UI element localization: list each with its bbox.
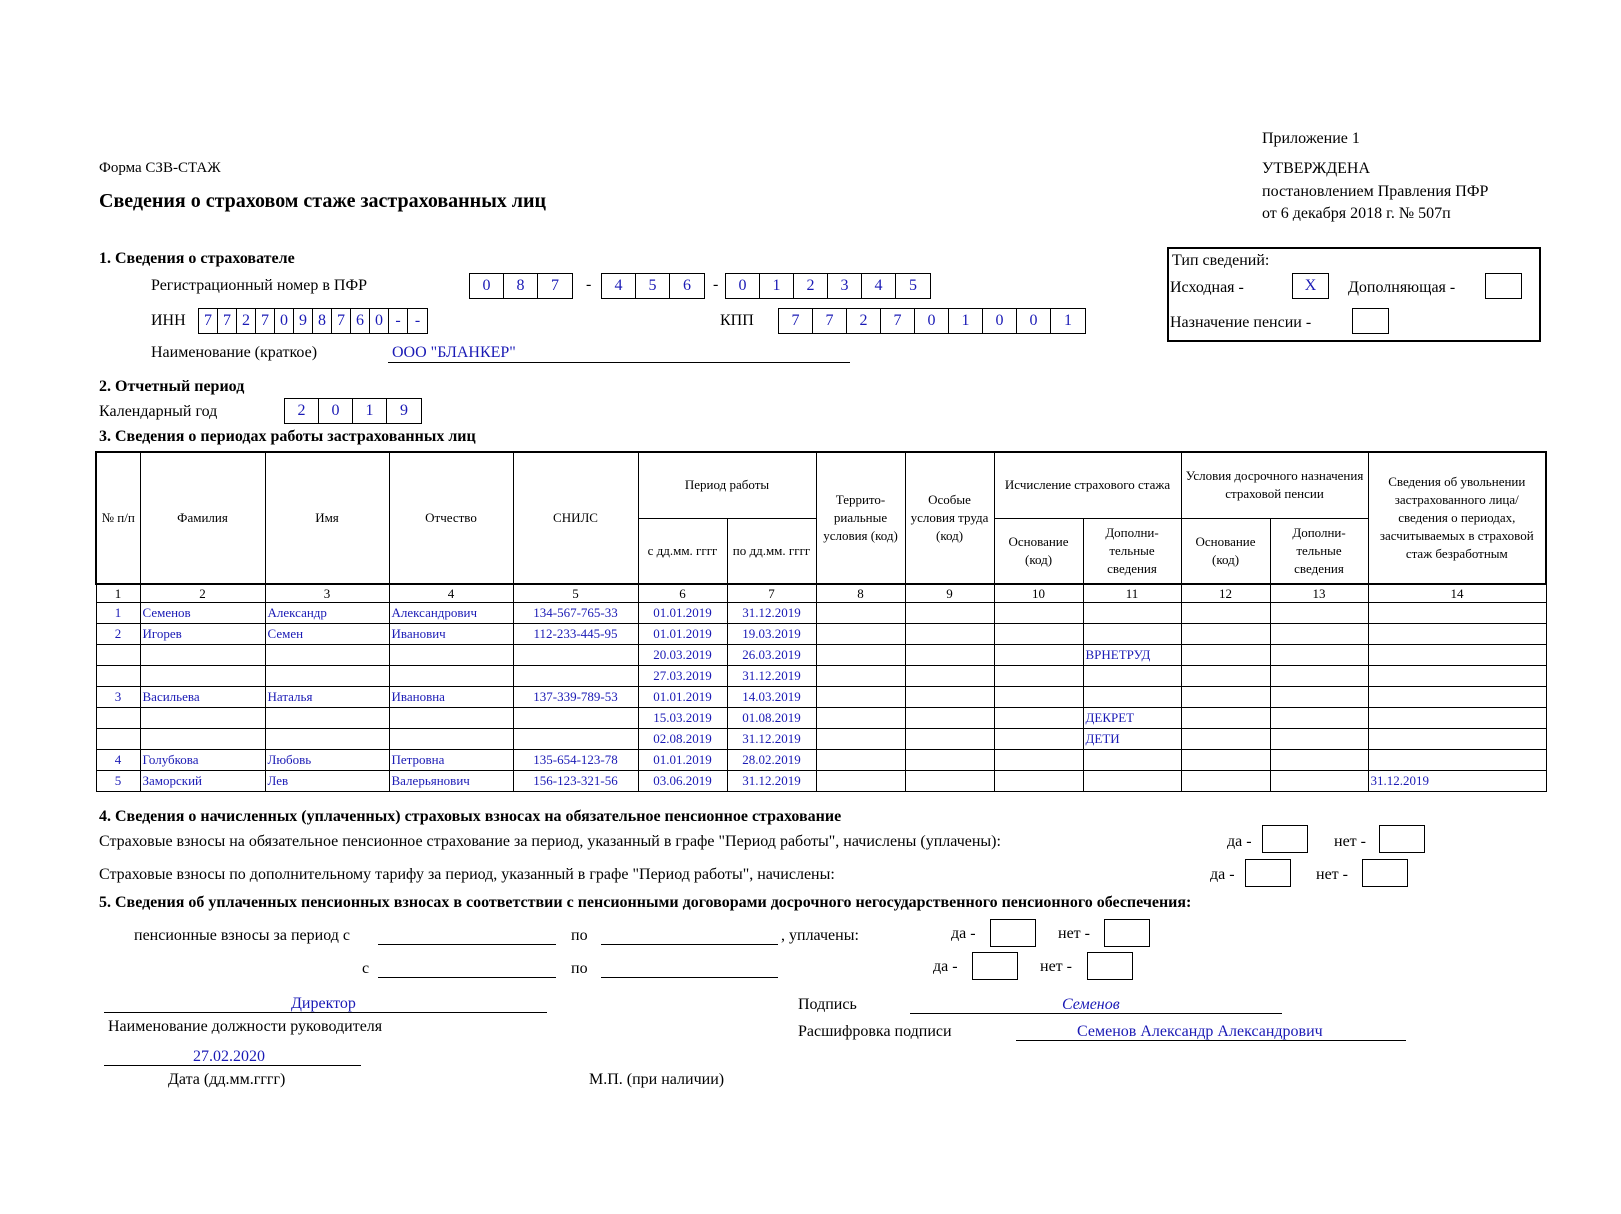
cell-c10[interactable]	[994, 771, 1083, 792]
cell-c8[interactable]	[816, 624, 905, 645]
cell-c9[interactable]	[905, 603, 994, 624]
cell-c12[interactable]	[1181, 771, 1270, 792]
cell-from[interactable]: 20.03.2019	[638, 645, 727, 666]
reg-dash-1: -	[586, 276, 592, 293]
cell-n[interactable]: 1	[96, 603, 140, 624]
cell-c11[interactable]	[1083, 771, 1181, 792]
cell-surname[interactable]: Голубкова	[140, 750, 265, 771]
cell-surname[interactable]: Васильева	[140, 687, 265, 708]
cell-c11[interactable]	[1083, 603, 1181, 624]
info-type-title: Тип сведений:	[1172, 252, 1270, 269]
cell-name[interactable]: Александр	[265, 603, 389, 624]
cell-c12[interactable]	[1181, 687, 1270, 708]
kpp-cell: 7	[813, 309, 847, 333]
cell-snils[interactable]: 134-567-765-33	[513, 603, 638, 624]
cell-c9[interactable]	[905, 687, 994, 708]
sign-label: Подпись	[798, 996, 857, 1013]
stamp-label: М.П. (при наличии)	[589, 1071, 725, 1088]
cell-c8[interactable]	[816, 729, 905, 750]
cell-name[interactable]: Семен	[265, 624, 389, 645]
cell-from[interactable]: 01.01.2019	[638, 624, 727, 645]
cell-to[interactable]: 31.12.2019	[727, 666, 816, 687]
cell-c9[interactable]	[905, 729, 994, 750]
inn-cell: 7	[218, 309, 237, 333]
cell-c8[interactable]	[816, 687, 905, 708]
cell-c12[interactable]	[1181, 645, 1270, 666]
inn-cell: 7	[332, 309, 351, 333]
cell-c9[interactable]	[905, 750, 994, 771]
cell-c13[interactable]	[1270, 687, 1368, 708]
cell-c9[interactable]	[905, 624, 994, 645]
position-underline	[104, 1012, 547, 1013]
cell-c9[interactable]	[905, 771, 994, 792]
cell-c13[interactable]	[1270, 666, 1368, 687]
kpp-cell: 7	[881, 309, 915, 333]
table-row	[96, 708, 1546, 729]
cell-name[interactable]: Наталья	[265, 687, 389, 708]
cell-name[interactable]	[265, 729, 389, 750]
cell-from[interactable]: 01.01.2019	[638, 603, 727, 624]
cell-snils[interactable]	[513, 729, 638, 750]
s5-line2-no-label: нет -	[1040, 958, 1072, 975]
inn-cell: 0	[370, 309, 389, 333]
inn-cell: 7	[256, 309, 275, 333]
cell-to[interactable]: 19.03.2019	[727, 624, 816, 645]
reg-number-cell: 6	[683, 277, 691, 294]
pension-checkbox[interactable]	[1352, 308, 1389, 334]
section4-line2: Страховые взносы по дополнительному тарифу за период, указанный в графе "Период работы", начислены:	[99, 866, 835, 883]
reg-number-cell: 5	[636, 274, 670, 298]
inn-label: ИНН	[151, 312, 186, 329]
additional-label: Дополняющая -	[1348, 279, 1456, 296]
s5-paid-label: , уплачены:	[781, 927, 859, 944]
cell-to[interactable]: 31.12.2019	[727, 771, 816, 792]
cell-c14[interactable]	[1368, 750, 1546, 771]
table-row	[96, 666, 1546, 687]
col-period-header: Период работы	[638, 452, 816, 518]
column-number-cell: 11	[1083, 584, 1181, 603]
cell-from[interactable]: 27.03.2019	[638, 666, 727, 687]
cell-c10[interactable]	[994, 750, 1083, 771]
s5-line1-prefix: пенсионные взносы за период с	[134, 927, 350, 944]
cell-name[interactable]: Любовь	[265, 750, 389, 771]
cell-c13[interactable]	[1270, 624, 1368, 645]
decode-underline	[1016, 1040, 1406, 1041]
reg-dash-2: -	[713, 276, 719, 293]
col-calc-header: Исчисление страхового стажа	[994, 452, 1181, 518]
cell-snils[interactable]: 137-339-789-53	[513, 687, 638, 708]
cell-name[interactable]: Лев	[265, 771, 389, 792]
column-number-cell: 2	[140, 584, 265, 603]
s5-line1-from-field[interactable]	[378, 944, 556, 945]
col-surname-header: Фамилия	[140, 452, 265, 584]
cell-c13[interactable]	[1270, 603, 1368, 624]
s5-line2-yes-label: да -	[933, 958, 958, 975]
cell-snils[interactable]	[513, 708, 638, 729]
cell-c11[interactable]	[1083, 624, 1181, 645]
column-number-cell: 6	[638, 584, 727, 603]
section2-heading: 2. Отчетный период	[99, 378, 245, 395]
cell-c11[interactable]	[1083, 666, 1181, 687]
s5-line1-no-box[interactable]	[1104, 919, 1150, 947]
appendix-label: Приложение 1	[1262, 130, 1360, 147]
s5-line1-to-label: по	[571, 927, 588, 944]
reg-number-group1[interactable]	[469, 273, 573, 299]
section3-heading: 3. Сведения о периодах работы застрахованных лиц	[99, 428, 476, 445]
col-from-header: с дд.мм. гггг	[638, 518, 727, 584]
cell-patronymic[interactable]: Иванович	[389, 624, 513, 645]
cell-c14[interactable]	[1368, 624, 1546, 645]
date-underline	[104, 1065, 361, 1066]
cell-c10[interactable]	[994, 687, 1083, 708]
section4-heading: 4. Сведения о начисленных (уплаченных) страховых взносах на обязательное пенсионное страхование	[99, 808, 842, 825]
s4-line2-no-box[interactable]	[1362, 859, 1408, 887]
table-row	[96, 624, 1546, 645]
cell-c14[interactable]	[1368, 687, 1546, 708]
cell-patronymic[interactable]: Петровна	[389, 750, 513, 771]
cell-to[interactable]: 31.12.2019	[727, 603, 816, 624]
cell-surname[interactable]: Игорев	[140, 624, 265, 645]
inn-cell: 7	[199, 309, 218, 333]
reg-number-cell: 5	[909, 277, 917, 294]
cell-n[interactable]: 2	[96, 624, 140, 645]
reg-number-cell: 2	[794, 274, 828, 298]
year-cell: 0	[319, 399, 353, 423]
org-name-value: ООО "БЛАНКЕР"	[392, 344, 516, 361]
col-snils-header: СНИЛС	[513, 452, 638, 584]
cell-c12[interactable]	[1181, 708, 1270, 729]
sign-value: Семенов	[1062, 996, 1120, 1013]
cell-c13[interactable]	[1270, 750, 1368, 771]
kpp-cell: 0	[983, 309, 1017, 333]
cell-to[interactable]: 01.08.2019	[727, 708, 816, 729]
cell-c9[interactable]	[905, 708, 994, 729]
s4-line2-no-label: нет -	[1316, 866, 1348, 883]
cell-from[interactable]: 03.06.2019	[638, 771, 727, 792]
kpp-cell: 0	[1017, 309, 1051, 333]
table-row	[96, 645, 1546, 666]
reg-number-cell: 8	[504, 274, 538, 298]
cell-c14[interactable]	[1368, 708, 1546, 729]
cell-c14[interactable]	[1368, 645, 1546, 666]
cell-surname[interactable]	[140, 729, 265, 750]
kpp-cell: 1	[1064, 312, 1072, 329]
reg-number-group3[interactable]	[725, 273, 931, 299]
cell-surname[interactable]	[140, 645, 265, 666]
cell-c8[interactable]	[816, 708, 905, 729]
cell-to[interactable]: 14.03.2019	[727, 687, 816, 708]
position-value: Директор	[291, 995, 356, 1012]
section4-line1: Страховые взносы на обязательное пенсионное страхование за период, указанный в графе "Период работы", начислены (уплачены):	[99, 833, 1001, 850]
cell-c12[interactable]	[1181, 750, 1270, 771]
cell-c10[interactable]	[994, 729, 1083, 750]
date-value: 27.02.2020	[193, 1048, 265, 1065]
cell-surname[interactable]	[140, 666, 265, 687]
cell-n[interactable]: 4	[96, 750, 140, 771]
column-number-cell: 9	[905, 584, 994, 603]
cell-c11[interactable]	[1083, 687, 1181, 708]
col-patronymic-header: Отчество	[389, 452, 513, 584]
org-name-underline	[388, 362, 850, 363]
decode-label: Расшифровка подписи	[798, 1023, 952, 1040]
column-number-cell: 4	[389, 584, 513, 603]
page-title: Сведения о страховом стаже застрахованных лиц	[99, 190, 547, 212]
s5-line2-from-field[interactable]	[378, 977, 556, 978]
column-number-cell: 8	[816, 584, 905, 603]
additional-checkbox[interactable]	[1485, 273, 1522, 299]
cell-name[interactable]	[265, 645, 389, 666]
cell-n[interactable]: 3	[96, 687, 140, 708]
kpp-cell: 0	[915, 309, 949, 333]
reg-number-cell: 4	[862, 274, 896, 298]
cell-c13[interactable]	[1270, 771, 1368, 792]
cell-c14[interactable]	[1368, 603, 1546, 624]
cell-c11[interactable]	[1083, 750, 1181, 771]
date-label: Дата (дд.мм.гггг)	[168, 1071, 286, 1088]
cell-to[interactable]: 26.03.2019	[727, 645, 816, 666]
cell-surname[interactable]: Семенов	[140, 603, 265, 624]
s4-line2-yes-label: да -	[1210, 866, 1235, 883]
cell-surname[interactable]	[140, 708, 265, 729]
pension-label: Назначение пенсии -	[1170, 314, 1312, 331]
s4-line1-yes-label: да -	[1227, 833, 1252, 850]
cell-n[interactable]	[96, 666, 140, 687]
col-name-header: Имя	[265, 452, 389, 584]
cell-c14[interactable]: 31.12.2019	[1368, 771, 1546, 792]
table-row	[96, 750, 1546, 771]
kpp-cell: 7	[779, 309, 813, 333]
reg-number-cell: 4	[602, 274, 636, 298]
col-early-header: Условия досрочного назначения страховой пенсии	[1181, 452, 1368, 518]
cell-n[interactable]: 5	[96, 771, 140, 792]
work-periods-table	[95, 451, 1547, 792]
form-name: Форма СЗВ-СТАЖ	[99, 160, 221, 176]
cell-c11[interactable]: ДЕТИ	[1083, 729, 1181, 750]
column-number-cell: 3	[265, 584, 389, 603]
table-row	[96, 603, 1546, 624]
column-number-cell: 12	[1181, 584, 1270, 603]
column-number-cell: 10	[994, 584, 1083, 603]
kpp-label: КПП	[720, 312, 754, 329]
cell-c13[interactable]	[1270, 708, 1368, 729]
inn-cell: 6	[351, 309, 370, 333]
inn-cell: 9	[294, 309, 313, 333]
cell-patronymic[interactable]	[389, 666, 513, 687]
s4-line1-no-label: нет -	[1334, 833, 1366, 850]
s4-line1-yes-box[interactable]	[1262, 825, 1308, 853]
cell-c12[interactable]	[1181, 624, 1270, 645]
section1-heading: 1. Сведения о страхователе	[99, 250, 295, 267]
decode-value: Семенов Александр Александрович	[1077, 1023, 1323, 1040]
cell-c11[interactable]: ВРНЕТРУД	[1083, 645, 1181, 666]
year-field[interactable]	[284, 398, 422, 424]
col-calc-extra-header: Дополни-тельные сведения	[1083, 518, 1181, 584]
sign-underline	[910, 1013, 1282, 1014]
inn-cell: 8	[313, 309, 332, 333]
cell-surname[interactable]: Заморский	[140, 771, 265, 792]
cell-snils[interactable]: 156-123-321-56	[513, 771, 638, 792]
column-number-cell: 13	[1270, 584, 1368, 603]
s5-line1-yes-label: да -	[951, 925, 976, 942]
column-number-cell: 1	[96, 584, 140, 603]
inn-cell: -	[414, 312, 421, 329]
cell-patronymic[interactable]	[389, 729, 513, 750]
cell-c12[interactable]	[1181, 603, 1270, 624]
kpp-field[interactable]	[778, 308, 1086, 334]
s5-line2-yes-box[interactable]	[972, 952, 1018, 980]
col-calc-basis-header: Основание (код)	[994, 518, 1083, 584]
reg-number-cell: 3	[828, 274, 862, 298]
inn-field[interactable]	[198, 308, 428, 334]
initial-label: Исходная -	[1170, 279, 1244, 296]
col-num-header: № п/п	[96, 452, 140, 584]
cell-from[interactable]: 01.01.2019	[638, 750, 727, 771]
cell-c10[interactable]	[994, 708, 1083, 729]
cell-c10[interactable]	[994, 666, 1083, 687]
cell-c8[interactable]	[816, 645, 905, 666]
cell-c14[interactable]	[1368, 666, 1546, 687]
s5-line2-no-box[interactable]	[1087, 952, 1133, 980]
cell-from[interactable]: 01.01.2019	[638, 687, 727, 708]
cell-n[interactable]	[96, 729, 140, 750]
approved-label: УТВЕРЖДЕНА	[1262, 160, 1371, 177]
cell-n[interactable]	[96, 645, 140, 666]
cell-c8[interactable]	[816, 666, 905, 687]
cell-c8[interactable]	[816, 771, 905, 792]
column-number-cell: 5	[513, 584, 638, 603]
reg-number-cell: 1	[760, 274, 794, 298]
approved-by-label: постановлением Правления ПФР	[1262, 183, 1489, 200]
cell-c12[interactable]	[1181, 729, 1270, 750]
inn-cell: 2	[237, 309, 256, 333]
cell-c11[interactable]: ДЕКРЕТ	[1083, 708, 1181, 729]
s5-line1-no-label: нет -	[1058, 925, 1090, 942]
kpp-cell: 2	[847, 309, 881, 333]
col-territorial-header: Террито-риальные условия (код)	[816, 452, 905, 584]
table-row	[96, 771, 1546, 792]
table-row	[96, 729, 1546, 750]
year-label: Календарный год	[99, 403, 218, 420]
col-dismissal-header: Сведения об увольнении застрахованного лица/ сведения о периодах, засчитываемых в страховой стаж безработным	[1368, 452, 1546, 584]
table-row	[96, 687, 1546, 708]
cell-c10[interactable]	[994, 624, 1083, 645]
col-early-extra-header: Дополни-тельные сведения	[1270, 518, 1368, 584]
cell-c10[interactable]	[994, 603, 1083, 624]
s5-line1-yes-box[interactable]	[990, 919, 1036, 947]
cell-snils[interactable]: 135-654-123-78	[513, 750, 638, 771]
cell-from[interactable]: 02.08.2019	[638, 729, 727, 750]
kpp-cell: 1	[949, 309, 983, 333]
approved-date-label: от 6 декабря 2018 г. № 507п	[1262, 205, 1451, 222]
cell-patronymic[interactable]: Валерьянович	[389, 771, 513, 792]
section5-heading: 5. Сведения об уплаченных пенсионных взносах в соответствии с пенсионными договорами досрочного негосударственного пенсионного обеспечения:	[99, 894, 1192, 911]
cell-c9[interactable]	[905, 666, 994, 687]
cell-c10[interactable]	[994, 645, 1083, 666]
cell-c8[interactable]	[816, 603, 905, 624]
cell-name[interactable]	[265, 666, 389, 687]
cell-c13[interactable]	[1270, 729, 1368, 750]
column-number-row	[96, 584, 1546, 603]
cell-patronymic[interactable]	[389, 645, 513, 666]
year-cell: 9	[400, 402, 408, 419]
cell-from[interactable]: 15.03.2019	[638, 708, 727, 729]
cell-name[interactable]	[265, 708, 389, 729]
cell-snils[interactable]	[513, 645, 638, 666]
cell-c8[interactable]	[816, 750, 905, 771]
col-early-basis-header: Основание (код)	[1181, 518, 1270, 584]
column-number-cell: 7	[727, 584, 816, 603]
cell-to[interactable]: 31.12.2019	[727, 729, 816, 750]
reg-number-label: Регистрационный номер в ПФР	[151, 277, 367, 294]
year-cell: 1	[353, 399, 387, 423]
inn-cell: 0	[275, 309, 294, 333]
cell-patronymic[interactable]: Ивановна	[389, 687, 513, 708]
initial-checkbox[interactable]: X	[1292, 273, 1329, 299]
cell-c14[interactable]	[1368, 729, 1546, 750]
s4-line2-yes-box[interactable]	[1245, 859, 1291, 887]
s5-line1-to-field[interactable]	[601, 944, 778, 945]
col-special-header: Особые условия труда (код)	[905, 452, 994, 584]
cell-snils[interactable]: 112-233-445-95	[513, 624, 638, 645]
col-to-header: по дд.мм. гггг	[727, 518, 816, 584]
cell-patronymic[interactable]: Александрович	[389, 603, 513, 624]
cell-c12[interactable]	[1181, 666, 1270, 687]
cell-n[interactable]	[96, 708, 140, 729]
cell-to[interactable]: 28.02.2019	[727, 750, 816, 771]
column-number-cell: 14	[1368, 584, 1546, 603]
s5-line2-to-label: по	[571, 960, 588, 977]
cell-c13[interactable]	[1270, 645, 1368, 666]
cell-patronymic[interactable]	[389, 708, 513, 729]
s5-line2-to-field[interactable]	[601, 977, 778, 978]
reg-number-cell: 0	[726, 274, 760, 298]
reg-number-cell: 0	[470, 274, 504, 298]
year-cell: 2	[285, 399, 319, 423]
cell-c9[interactable]	[905, 645, 994, 666]
reg-number-group2[interactable]	[601, 273, 705, 299]
reg-number-cell: 7	[551, 277, 559, 294]
s5-line2-prefix: с	[362, 960, 370, 977]
cell-snils[interactable]	[513, 666, 638, 687]
inn-cell: -	[389, 309, 408, 333]
s4-line1-no-box[interactable]	[1379, 825, 1425, 853]
org-name-label: Наименование (краткое)	[151, 344, 318, 361]
position-label: Наименование должности руководителя	[108, 1018, 383, 1035]
